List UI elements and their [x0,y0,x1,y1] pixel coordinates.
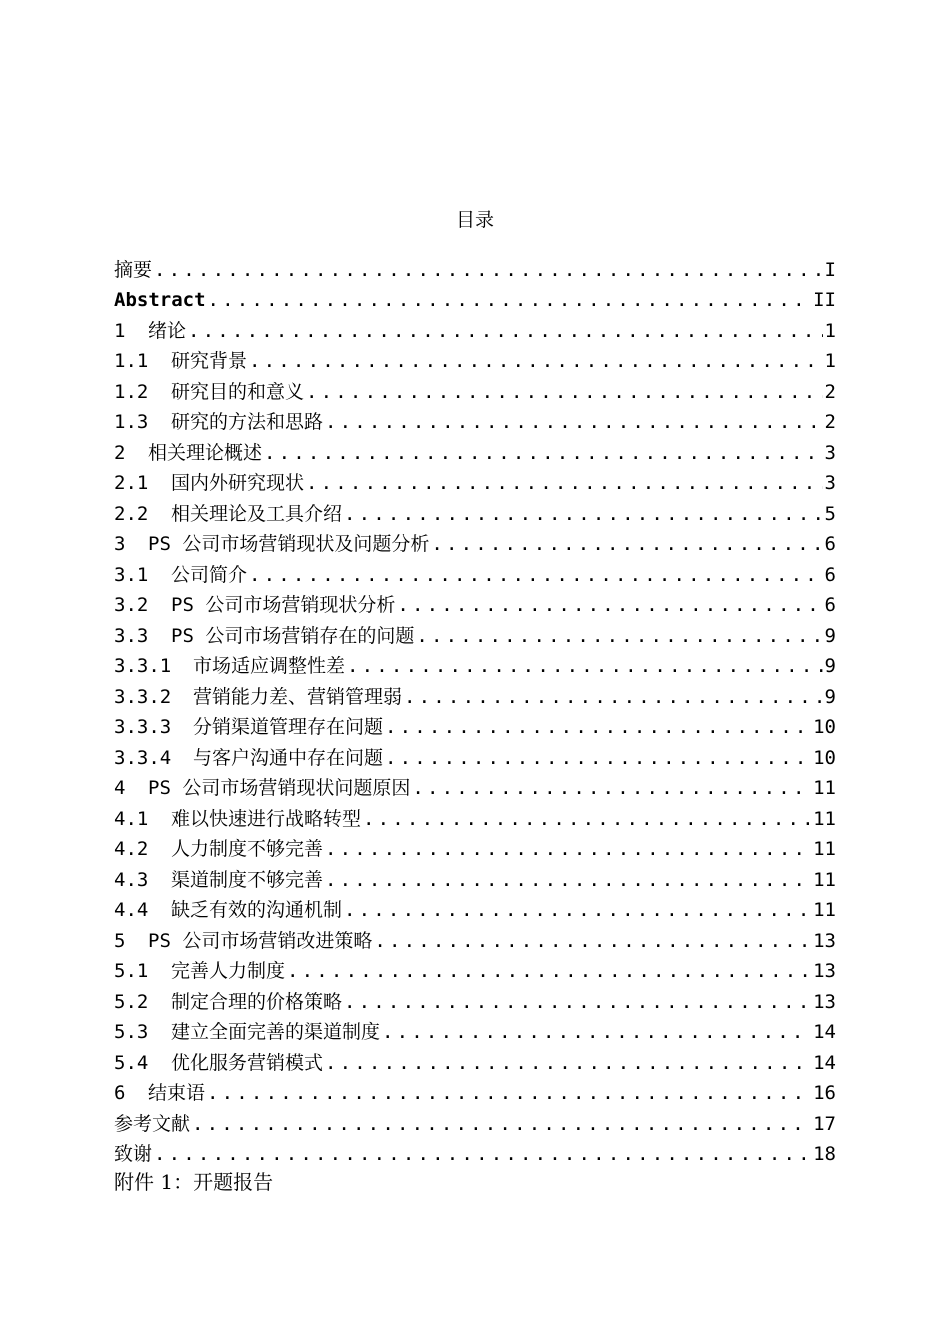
toc-entry[interactable] [114,498,836,529]
toc-entry-page-number: 11 [813,838,836,860]
toc-entry-label: 国内外研究现状 [171,472,305,494]
toc-entry[interactable] [114,1078,836,1109]
toc-entry-label: 人力制度不够完善 [171,838,324,860]
toc-dot-leader [323,865,811,895]
toc-entry-page-number: 17 [813,1112,836,1135]
toc-dot-leader [402,682,823,712]
toc-entry-label: 难以快速进行战略转型 [171,807,362,830]
toc-entry-number: 2.2 [114,502,149,525]
toc-entry-page-number: 11 [813,807,836,830]
toc-dot-leader [152,255,823,285]
toc-entry-label: 研究目的和意义 [171,380,305,403]
toc-entry[interactable] [114,437,836,468]
toc-entry-page-number: 5 [824,502,836,525]
toc-entry-label: 分销渠道管理存在问题 [193,716,384,738]
toc-entry-page-number: 16 [813,1082,836,1104]
toc-entry-label: 建立全面完善的渠道制度 [171,1021,381,1043]
toc-entry-page-number: 6 [824,594,836,616]
toc-entry-number: 1 [114,319,126,342]
toc-entry[interactable] [114,315,836,346]
toc-entry-page-number: 6 [824,533,836,555]
toc-entry-label: 研究背景 [171,350,248,372]
toc-dot-leader [429,529,822,559]
toc-entry-label: 相关理论概述 [148,441,263,464]
toc-entry-label: 完善人力制度 [171,960,286,982]
toc-entry-label: 与客户沟通中存在问题 [193,746,384,769]
toc-entry-number: 5 [114,929,126,952]
toc-entry-label: 渠道制度不够完善 [171,868,324,891]
toc-entry-label: 缺乏有效的沟通机制 [171,899,343,921]
toc-entry-label: 结束语 [148,1082,206,1104]
toc-entry-page-number: I [824,258,836,281]
toc-entry-number: 5.2 [114,990,149,1013]
toc-entry-label: 参考文献 [114,1112,191,1135]
toc-entry[interactable] [114,864,836,895]
toc-entry-label: 摘要 [114,258,153,281]
toc-entry-page-number: 10 [813,716,836,738]
toc-entry[interactable] [114,834,836,865]
toc-entry-page-number: II [813,289,836,311]
toc-entry-page-number: 11 [813,777,836,799]
toc-dot-leader [152,1139,811,1169]
toc-entry-number: 1.1 [114,350,149,372]
toc-entry[interactable] [114,803,836,834]
toc-entry[interactable] [114,620,836,651]
toc-dot-leader [247,560,823,590]
toc-dot-leader [262,438,823,468]
toc-dot-leader [383,743,811,773]
toc-entry[interactable] [114,559,836,590]
toc-entry-page-number: 9 [824,655,836,677]
toc-dot-leader [285,956,811,986]
toc-entry[interactable] [114,346,836,377]
toc-dot-leader [414,621,822,651]
toc-entry-label: 相关理论及工具介绍 [171,502,343,525]
toc-dot-leader [342,987,811,1017]
toc-entry-label: 市场适应调整性差 [193,655,346,677]
toc-entry-page-number: 10 [813,746,836,769]
toc-entry-number: 1.3 [114,411,149,433]
toc-entry-number: 1.2 [114,380,149,403]
toc-entry[interactable] [114,712,836,743]
toc-dot-leader [345,651,823,681]
toc-entry-number: 4.3 [114,868,149,891]
toc-entry-number: 3.3.4 [114,746,172,769]
toc-entry-page-number: 11 [813,899,836,921]
toc-entry-page-number: 14 [813,1051,836,1074]
toc-entry-number: 4.1 [114,807,149,830]
toc-entry-label: PS 公司市场营销现状及问题分析 [148,533,430,555]
toc-entry-number: 3.3.3 [114,716,172,738]
toc-entry-label: 制定合理的价格策略 [171,990,343,1013]
toc-entry[interactable] [114,925,836,956]
toc-entry-page-number: 13 [813,929,836,952]
toc-dot-leader [383,712,811,742]
toc-entry-label: 营销能力差、营销管理弱 [193,685,403,708]
toc-entry-page-number: 2 [824,380,836,403]
toc-dot-leader [247,346,823,376]
toc-entry[interactable] [114,681,836,712]
toc-entry[interactable] [114,285,836,316]
toc-entry[interactable] [114,1017,836,1048]
toc-entry-number: 4.4 [114,899,149,921]
toc-entry-number: 3.3.1 [114,655,172,677]
toc-entry-label: PS 公司市场营销现状分析 [171,594,396,616]
toc-entry-page-number: 1 [824,319,836,342]
toc-dot-leader [190,1109,811,1139]
toc-entry-number: 5.1 [114,960,149,982]
toc-entry-number: 6 [114,1082,126,1104]
toc-entry-page-number: 6 [824,563,836,586]
toc-entry-number: 2 [114,441,126,464]
toc-entry-page-number: 13 [813,960,836,982]
toc-dot-leader [323,407,823,437]
toc-entry-number: 3 [114,533,126,555]
toc-entry-label: PS 公司市场营销存在的问题 [171,624,415,647]
toc-dot-leader [342,499,823,529]
toc-entry-page-number: 3 [824,441,836,464]
toc-dot-leader [380,1017,811,1047]
toc-dot-leader [410,773,811,803]
toc-entry-page-number: 2 [824,411,836,433]
toc-entry-number: 4.2 [114,838,149,860]
toc-entry[interactable] [114,986,836,1017]
toc-entry[interactable] [114,407,836,438]
toc-entry[interactable] [114,254,836,285]
toc-dot-leader [323,834,811,864]
toc-entry[interactable] [114,956,836,987]
toc-dot-leader [206,285,812,315]
toc-entry-page-number: 9 [824,685,836,708]
toc-entry-label: 研究的方法和思路 [171,411,324,433]
toc-entry-page-number: 1 [824,350,836,372]
toc-entry[interactable] [114,1139,836,1170]
toc-entry-label: 公司简介 [171,563,248,586]
toc-entry-number: 3.3.2 [114,685,172,708]
toc-entry-label: Abstract [114,289,206,311]
toc-entry-label: 优化服务营销模式 [171,1051,324,1074]
toc-dot-leader [342,895,811,925]
toc-entry-label: 致谢 [114,1143,153,1165]
toc-entry-number: 3.2 [114,594,149,616]
toc-entry-number: 3.3 [114,624,149,647]
toc-dot-leader [304,377,823,407]
toc-entry[interactable] [114,895,836,926]
toc-entry[interactable] [114,590,836,621]
toc-title: 目录 [455,209,494,231]
toc-entry-number: 4 [114,777,126,799]
toc-dot-leader [361,804,811,834]
toc-entry[interactable] [114,1108,836,1139]
toc-entry[interactable] [114,773,836,804]
toc-entry-number: 2.1 [114,472,149,494]
toc-dot-leader [186,316,823,346]
toc-entry-label: PS 公司市场营销现状问题原因 [148,777,411,799]
appendix-label: 附件 1：开题报告 [114,1170,274,1194]
toc-dot-leader [372,926,811,956]
toc-entry-page-number: 11 [813,868,836,891]
toc-dot-leader [205,1078,811,1108]
toc-entry[interactable] [114,529,836,560]
table-of-contents [114,254,836,1169]
toc-entry-page-number: 9 [824,624,836,647]
toc-entry-number: 5.4 [114,1051,149,1074]
toc-entry-number: 5.3 [114,1021,149,1043]
toc-entry-page-number: 18 [813,1143,836,1165]
toc-entry-page-number: 3 [824,472,836,494]
toc-entry[interactable] [114,1047,836,1078]
toc-entry[interactable] [114,651,836,682]
toc-entry-page-number: 13 [813,990,836,1013]
toc-entry-label: 绪论 [148,319,187,342]
toc-entry[interactable] [114,376,836,407]
toc-dot-leader [323,1048,811,1078]
toc-entry[interactable] [114,468,836,499]
toc-entry[interactable] [114,742,836,773]
toc-dot-leader [304,468,823,498]
toc-entry-page-number: 14 [813,1021,836,1043]
toc-dot-leader [395,590,822,620]
toc-entry-label: PS 公司市场营销改进策略 [148,929,373,952]
toc-entry-number: 3.1 [114,563,149,586]
